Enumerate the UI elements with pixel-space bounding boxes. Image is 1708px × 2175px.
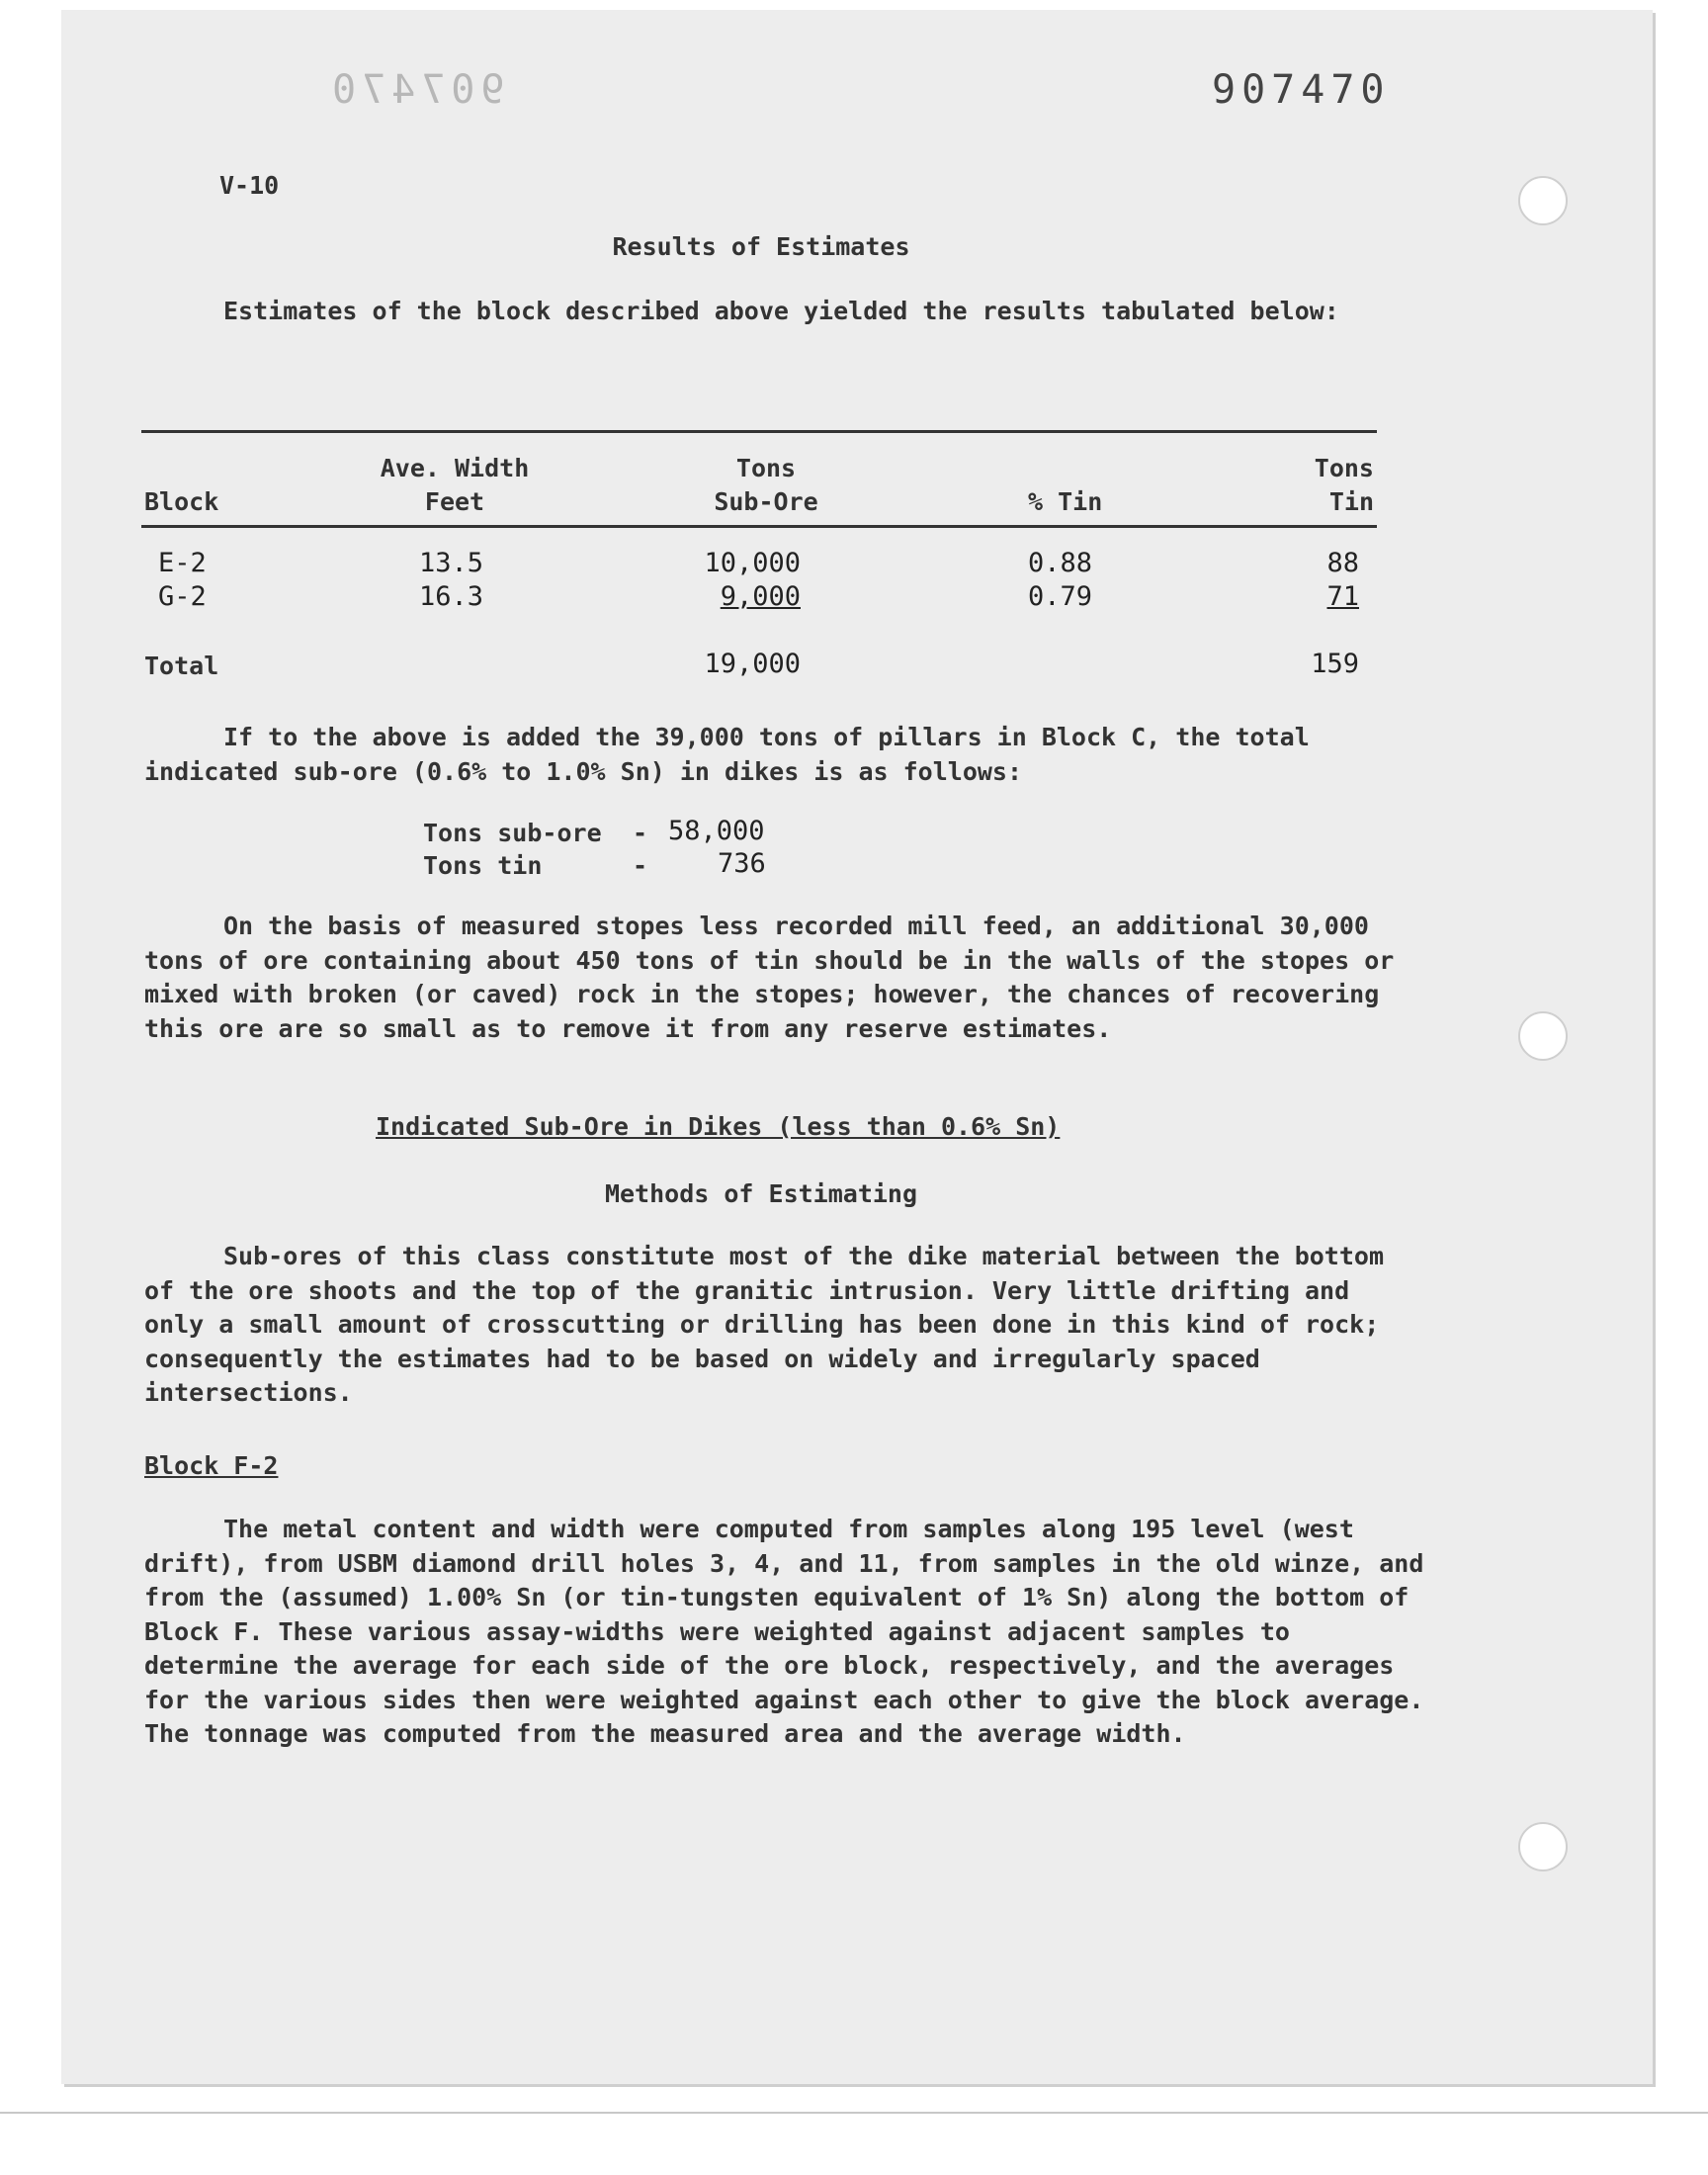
header-tons-bottom: Sub-Ore	[714, 487, 818, 516]
row-tons: 10,000	[704, 548, 801, 578]
row-tons-tin: 88	[1326, 548, 1359, 578]
row-tons-tin: 71	[1326, 581, 1359, 612]
results-heading: Results of Estimates	[612, 232, 910, 261]
methods-paragraph: Sub-ores of this class constitute most of the dike material between the bottom of the ore shoots and the top of the granitic intrusion. Very little drifting and only a small amount of crosscutting or drilling has been done in this kind of rock; consequently the estimates had to be based on widely and irregularly spaced intersections.	[144, 1242, 1384, 1407]
methods-heading: Methods of Estimating	[604, 1179, 918, 1208]
indicated-sub-ore-heading: Indicated Sub-Ore in Dikes (less than 0.6% Sn)	[376, 1112, 1061, 1141]
total-label: Total	[144, 652, 219, 680]
summary-label: Tons sub-ore	[423, 819, 602, 847]
intro-paragraph: Estimates of the block described above yielded the results tabulated below:	[223, 297, 1339, 325]
header-tons-top: Tons	[735, 454, 797, 482]
header-tons-tin-bottom: Tin	[1328, 487, 1374, 516]
table-top-rule	[141, 430, 1377, 433]
punch-hole-top	[1518, 176, 1568, 225]
summary-value: 736	[718, 848, 766, 879]
punch-hole-bottom	[1518, 1822, 1568, 1871]
summary-label: Tons tin	[423, 851, 543, 880]
summary-separator: -	[633, 851, 648, 880]
page-label: V-10	[219, 171, 280, 200]
total-tons-tin: 159	[1311, 649, 1359, 679]
header-tons-tin-top: Tons	[1314, 454, 1374, 482]
row-percent-tin: 0.79	[1028, 581, 1093, 612]
row-width: 16.3	[419, 581, 484, 612]
block-f2-paragraph: The metal content and width were computed from samples along 195 level (west drift), from USBM diamond drill holes 3, 4, and 11, from samples in the old winze, and from the (assumed) 1.00% Sn (or tin-tungsten equivalent of 1% Sn) along the bottom of Block F. These various assay-widths were weighted against adjacent samples to determine the average for each side of the ore block, respectively, and the averages for the various sides then were weighted against each other to give the block average. The tonnage was computed from the measured area and the average width.	[144, 1515, 1424, 1748]
row-percent-tin: 0.88	[1028, 548, 1093, 578]
pillars-paragraph: If to the above is added the 39,000 tons of pillars in Block C, the total indicated sub-ore (0.6% to 1.0% Sn) in dikes is as follows:	[144, 723, 1310, 786]
bleed-through-stamp: 907470	[326, 67, 505, 113]
block-f2-heading: Block F-2	[144, 1451, 279, 1480]
header-block: Block	[144, 487, 219, 516]
table-header-rule	[141, 525, 1377, 528]
total-tons: 19,000	[704, 649, 801, 679]
row-tons: 9,000	[720, 581, 801, 612]
summary-separator: -	[633, 819, 648, 847]
row-block: G-2	[158, 581, 207, 612]
stopes-paragraph: On the basis of measured stopes less recorded mill feed, an additional 30,000 tons of ore containing about 450 tons of tin should be in the walls of the stopes or mixed with broken (or caved) rock in the stopes; however, the chances of recovering this ore are so small as to remove it from any reserve estimates.	[144, 912, 1395, 1043]
punch-hole-middle	[1518, 1011, 1568, 1061]
header-percent-tin: % Tin	[1028, 487, 1103, 516]
document-number-stamp: 907470	[1212, 67, 1391, 113]
row-width: 13.5	[419, 548, 484, 578]
scanner-edge-line	[0, 2112, 1708, 2114]
header-width-top: Ave. Width	[380, 454, 530, 482]
header-width-bottom: Feet	[424, 487, 485, 516]
summary-value: 58,000	[668, 816, 765, 846]
row-block: E-2	[158, 548, 207, 578]
